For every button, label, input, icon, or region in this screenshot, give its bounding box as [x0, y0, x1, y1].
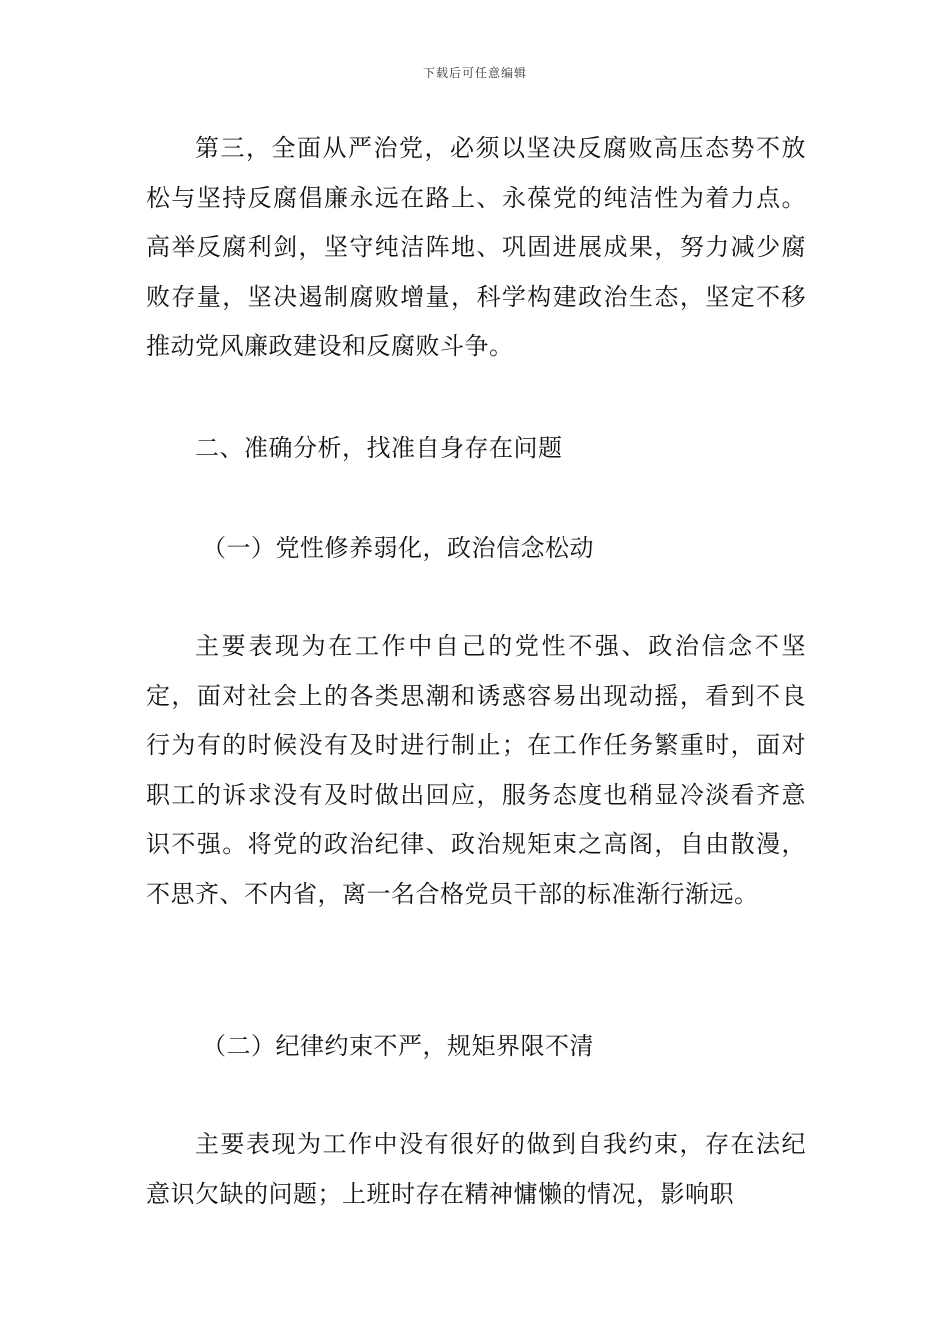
paragraph-party-spirit: 主要表现为在工作中自己的党性不强、政治信念不坚定，面对社会上的各类思潮和诱惑容易出现动摇，看到不良行为有的时候没有及时进行制止；在工作任务繁重时，面对职工的诉求没有及时做出回应，服务态度也稍显冷淡看齐意识不强。将党的政治纪律、政治规矩束之高阁，自由散漫，不思齐、不内省，离一名合格党员干部的标准渐行渐远。 — [146, 632, 806, 908]
paragraph-third-point: 第三，全面从严治党，必须以坚决反腐败高压态势不放松与坚持反腐倡廉永远在路上、永葆党的纯洁性为着力点。高举反腐利剑，坚守纯洁阵地、巩固进展成果，努力减少腐败存量，坚决遏制腐败增量，科学构建政治生态，坚定不移推动党风廉政建设和反腐败斗争。 — [146, 134, 806, 360]
subsection-heading-1: （一）党性修养弱化，政治信念松动 — [202, 534, 594, 562]
page-header-note: 下载后可任意编辑 — [422, 66, 527, 80]
paragraph-discipline: 主要表现为工作中没有很好的做到自我约束，存在法纪意识欠缺的问题；上班时存在精神慵懒的情况，影响职 — [146, 1130, 806, 1208]
subsection-heading-2: （二）纪律约束不严，规矩界限不清 — [202, 1032, 594, 1060]
section-heading-2: 二、准确分析，找准自身存在问题 — [195, 434, 563, 462]
